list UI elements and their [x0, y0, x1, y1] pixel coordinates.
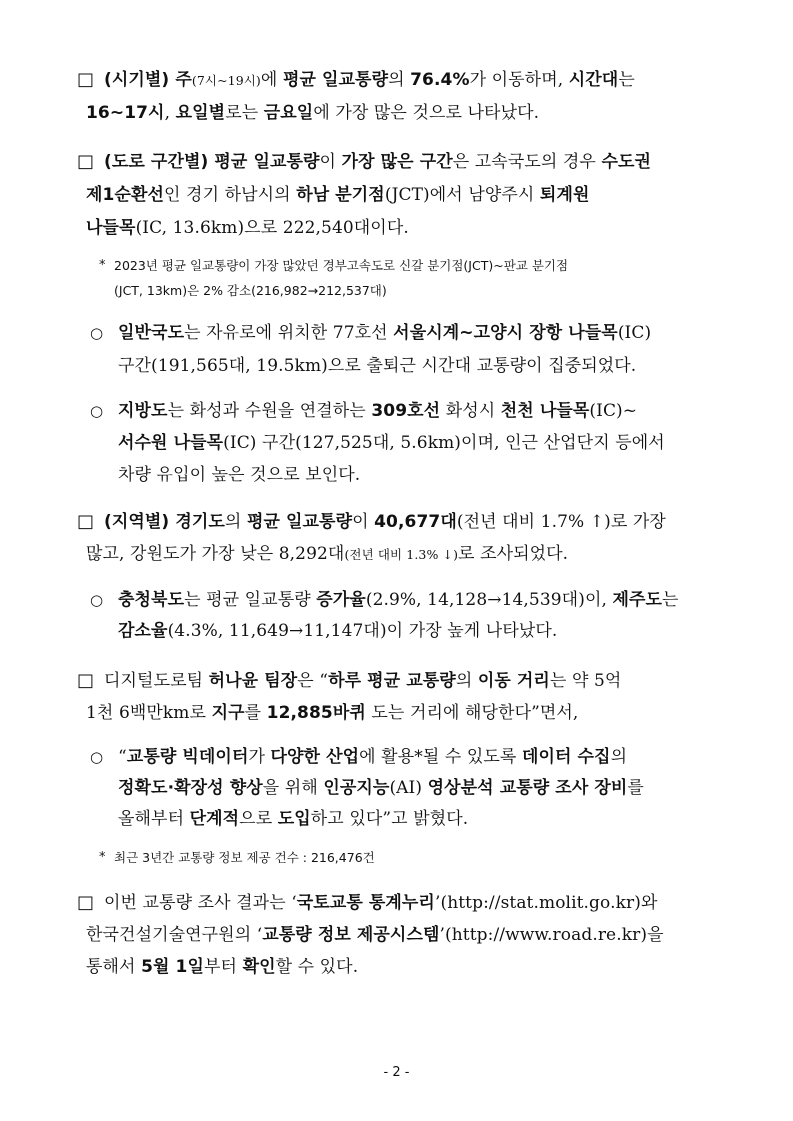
text-line: 일반국도는 자유로에 위치한 77호선 서울시계~고양시 장항 나들목(IC)	[118, 323, 652, 343]
text-line: 감소율(4.3%, 11,649→11,147대)이 가장 높게 나타났다.	[118, 621, 558, 641]
text-line: 통해서 5월 1일부터 확인할 수 있다.	[86, 957, 359, 977]
footnote-star: *	[99, 850, 106, 865]
text-line: 16~17시, 요일별로는 금요일에 가장 많은 것으로 나타났다.	[86, 103, 540, 123]
text-line: (도로 구간별) 평균 일교통량이 가장 많은 구간은 고속국도의 경우 수도권	[104, 152, 652, 172]
text-line: (지역별) 경기도의 평균 일교통량이 40,677대(전년 대비 1.7% ↑)로 가장	[104, 512, 666, 532]
text-line: 올해부터 단계적으로 도입하고 있다”고 밝혔다.	[118, 809, 469, 829]
page-number: - 2 -	[383, 1065, 410, 1080]
footnote-star: *	[99, 258, 106, 273]
circle-bullet: ○	[90, 402, 104, 420]
footnote-line: 최근 3년간 교통량 정보 제공 건수 : 216,476건	[114, 850, 375, 865]
text-line: 구간(191,565대, 19.5km)으로 출퇴근 시간대 교통량이 집중되었다.	[118, 356, 637, 376]
circle-bullet: ○	[90, 591, 104, 609]
box-bullet: □	[77, 892, 95, 913]
circle-bullet: ○	[90, 748, 104, 766]
text-line: 지방도는 화성과 수원을 연결하는 309호선 화성시 천천 나들목(IC)~	[118, 401, 638, 421]
box-bullet: □	[77, 511, 95, 532]
circle-bullet: ○	[90, 324, 104, 342]
box-bullet: □	[77, 670, 95, 691]
text-line: 많고, 강원도가 가장 낮은 8,292대(전년 대비 1.3% ↓)로 조사되었다.	[86, 544, 569, 564]
text-line: 이번 교통량 조사 결과는 ‘국토교통 통계누리’(http://stat.molit.go.kr)와	[104, 893, 658, 913]
text-line: 디지털도로팀 허나윤 팀장은 “하루 평균 교통량의 이동 거리는 약 5억	[104, 671, 622, 691]
box-bullet: □	[77, 151, 95, 172]
footnote-line: 2023년 평균 일교통량이 가장 많았던 경부고속도로 신갈 분기점(JCT)~판교 분기점	[114, 258, 569, 273]
text-line: (시기별) 주(7시~19시)에 평균 일교통량의 76.4%가 이동하며, 시간대는	[104, 70, 635, 90]
text-line: 한국건설기술연구원의 ‘교통량 정보 제공시스템’(http://www.road.re.kr)을	[86, 925, 664, 945]
text-line: 제1순환선인 경기 하남시의 하남 분기점(JCT)에서 남양주시 퇴계원	[86, 185, 590, 205]
text-line: “교통량 빅데이터가 다양한 산업에 활용*될 수 있도록 데이터 수집의	[118, 747, 628, 767]
text-line: 서수원 나들목(IC) 구간(127,525대, 5.6km)이며, 인근 산업단지 등에서	[118, 433, 665, 453]
footnote-line: (JCT, 13km)은 2% 감소(216,982→212,537대)	[114, 283, 387, 298]
text-line: 나들목(IC, 13.6km)으로 222,540대이다.	[86, 218, 409, 238]
text-line: 1천 6백만km로 지구를 12,885바퀴 도는 거리에 해당한다”면서,	[86, 703, 579, 723]
text-line: 정확도·확장성 향상을 위해 인공지능(AI) 영상분석 교통량 조사 장비를	[118, 778, 644, 798]
box-bullet: □	[77, 69, 95, 90]
text-line: 차량 유입이 높은 것으로 보인다.	[118, 465, 361, 485]
text-line: 충청북도는 평균 일교통량 증가율(2.9%, 14,128→14,539대)이, 제주도는	[118, 590, 679, 610]
